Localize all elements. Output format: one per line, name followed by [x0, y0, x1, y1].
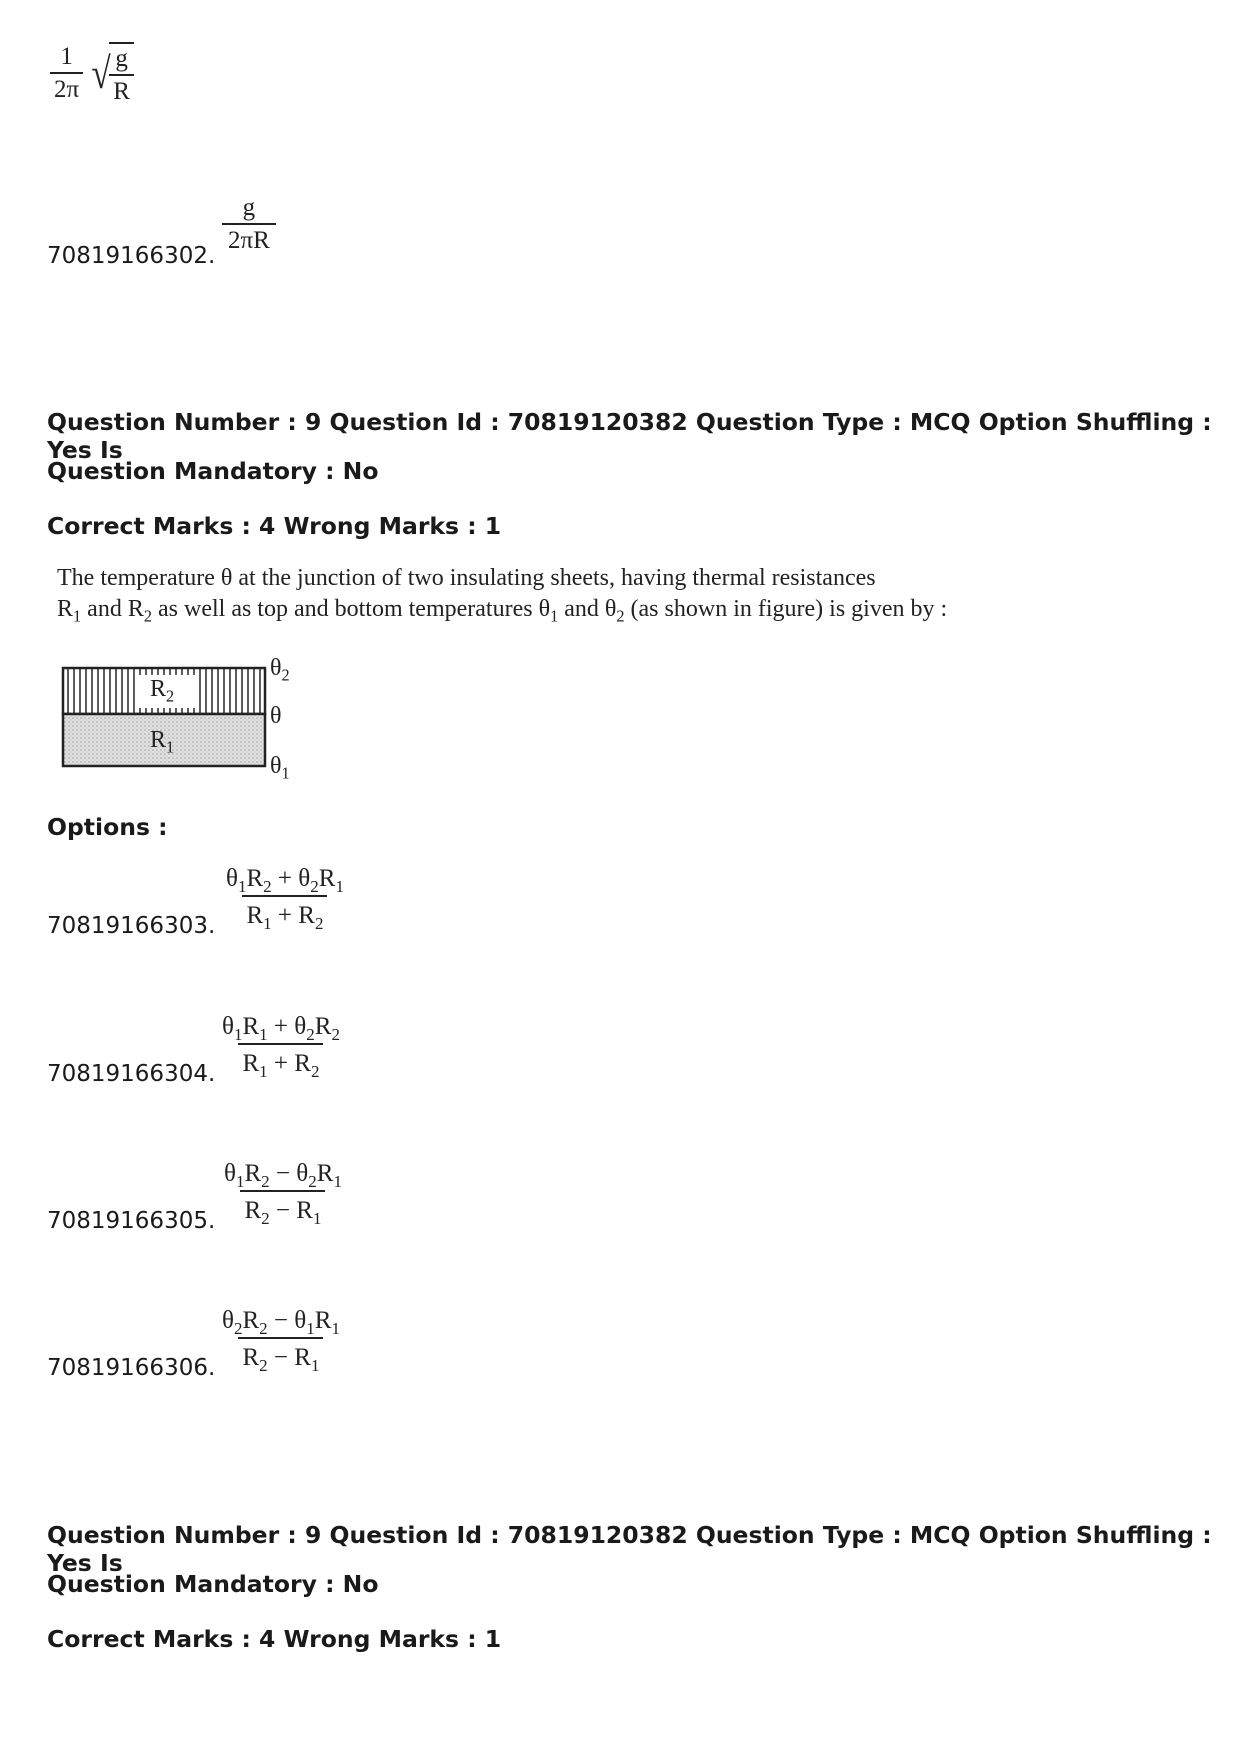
- question-header-line1: Question Number : 9 Question Id : 70819120382 Question Type : MCQ Option Shuffling : Yes Is: [47, 1521, 1212, 1577]
- option-formula: $\frac{\theta_1R_2 + \theta_2R_1}{R_1 + R_2}$: [226, 865, 344, 933]
- option-id: 70819166306.: [47, 1355, 216, 1381]
- sqrt-fraction: [109, 42, 134, 104]
- top-formula-fraction: [50, 44, 83, 102]
- sqrt-den: R: [109, 74, 134, 104]
- option-formula: $\frac{\theta_2R_2 - \theta_1R_1}{R_2 - R_1}$: [222, 1307, 340, 1375]
- top-formula-num: 1: [60, 43, 73, 70]
- sqrt-num: g: [115, 45, 128, 72]
- question-marks: Correct Marks : 4 Wrong Marks : 1: [47, 1625, 502, 1653]
- question-header-line2: Question Mandatory : No: [47, 1570, 379, 1598]
- label-theta2: $\theta_2$: [270, 655, 290, 685]
- label-theta1: $\theta_1$: [270, 753, 290, 783]
- option-id: 70819166303.: [47, 913, 216, 939]
- option-prev-formula: [222, 194, 276, 253]
- question-header-line1: Question Number : 9 Question Id : 70819120382 Question Type : MCQ Option Shuffling : Yes Is: [47, 408, 1212, 464]
- question-marks: Correct Marks : 4 Wrong Marks : 1: [47, 512, 502, 540]
- label-r2: $R_2$: [150, 676, 175, 706]
- sqrt-icon: √: [91, 48, 111, 98]
- top-formula: [50, 42, 134, 104]
- question-text-line2: $R_1$ and $R_2$ as well as top and bottom temperatures $\theta_1$ and $\theta_2$ (as shown in figure) is given by :: [57, 596, 948, 626]
- question-text: [57, 563, 957, 625]
- thermal-sheets-figure: [60, 655, 360, 795]
- option-formula: $\frac{\theta_1R_2 - \theta_2R_1}{R_2 - R_1}$: [224, 1160, 342, 1228]
- option-prev-num: g: [242, 194, 256, 221]
- option-id: 70819166304.: [47, 1061, 216, 1087]
- question-header-line2: Question Mandatory : No: [47, 457, 379, 485]
- option-id: 70819166305.: [47, 1208, 216, 1234]
- options-label: Options :: [47, 813, 168, 841]
- top-formula-den: 2π: [50, 72, 83, 102]
- option-id-prev: 70819166302.: [47, 243, 216, 269]
- option-prev-den: 2πR: [222, 223, 276, 253]
- label-r1: $R_1$: [150, 727, 175, 757]
- question-text-line1: The temperature θ at the junction of two insulating sheets, having thermal resistances: [57, 565, 876, 591]
- option-formula: $\frac{\theta_1R_1 + \theta_2R_2}{R_1 + R_2}$: [222, 1013, 340, 1081]
- label-theta: θ: [270, 703, 282, 729]
